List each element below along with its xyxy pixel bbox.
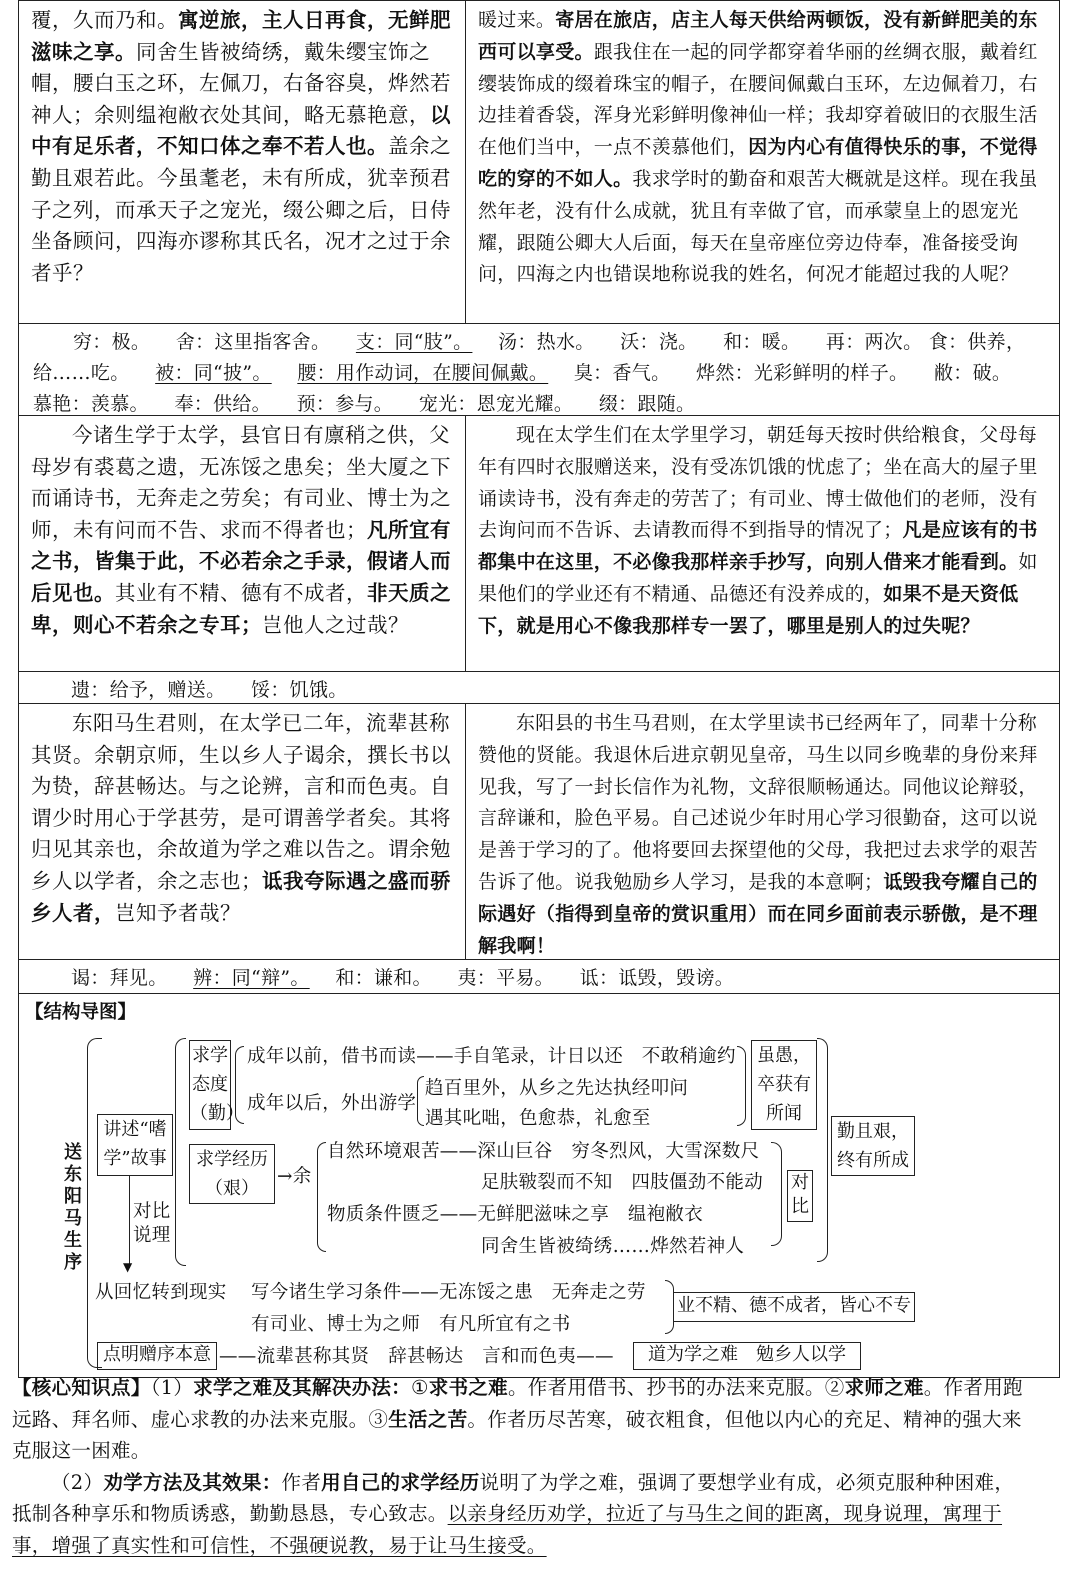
note: 辨：同“辩”。 <box>193 967 310 989</box>
modern-translation-2 <box>466 416 1058 671</box>
key-sentence: 以中有足乐者，不知口体之奉不若人也。 <box>31 102 451 159</box>
result-box: 勤且艰，终有所成 <box>831 1116 915 1176</box>
note: 馁：饥饿。 <box>251 679 348 701</box>
note: 和：暖。 <box>723 331 801 353</box>
key-sentence: 寄居在旅店，店主人每天供给两顿饭，没有新鲜肥美的东西可以享受。 <box>478 9 1038 63</box>
note: 宠光：恩宠光耀。 <box>418 393 574 415</box>
note: 汤：热水。 <box>498 331 595 353</box>
text: （1） <box>150 1376 194 1399</box>
key-sentence: 寓逆旅，主人日再食，无鲜肥滋味之享。 <box>31 8 451 64</box>
key-phrase: 生活之苦 <box>388 1407 468 1431</box>
core-knowledge <box>0 1372 1042 1561</box>
core-paragraph-2 <box>12 1467 1032 1562</box>
text: 。作者历尽苦寒，破衣粗食，但他以内心的充足、精神的强大来克服这一困难。 <box>12 1407 1022 1462</box>
text: 暖过来。 <box>478 9 556 31</box>
section-1 <box>19 0 1059 323</box>
key-phrase: 用自己的求学经历 <box>321 1470 480 1494</box>
map-node: 有司业、博士为之师 有凡所宜有之书 <box>251 1314 571 1335</box>
map-node: 趋百里外，从乡之先达执经叩问 <box>425 1078 689 1099</box>
key-sentence: 诋我夸际遇之盛而骄乡人者， <box>31 868 451 925</box>
attitude-box: 求学态度（勤） <box>189 1040 231 1130</box>
text: ① <box>410 1376 429 1399</box>
text: 。作者用借书、抄书的办法来克服。② <box>507 1376 845 1399</box>
key-sentence: 凡所宜有之书，皆集于此，不必若余之手录，假诸人而后见也。 <box>31 517 451 605</box>
note: 沃：浇。 <box>620 331 698 353</box>
key-sentence: 诋毁我夸耀自己的际遇好（指得到皇帝的赏识重用）而在同乡面前表示骄傲，是不理解我啊！ <box>478 870 1038 957</box>
note: 慕艳：羡慕。 <box>33 393 149 415</box>
key-phrase: 求书之难 <box>428 1376 508 1399</box>
text: 东阳县的书生马君则，在太学里读书已经两年了，同辈十分称赞他的贤能。我退休后进京朝见皇帝，马生以同乡晚辈的身份来拜见我，写了一封长信作为礼物，文辞很顺畅通达。同他议论辩驳，言辞谦和，脸色平易。自己述说少年时用心学习很勤奋，这可以说是善于学习的了。他将要回去探望他的父母，我把过去求学的艰苦告诉了他。说我勉励乡人学习，是我的本意啊； <box>478 712 1038 893</box>
small-brace <box>417 1076 424 1126</box>
attitude-brace <box>235 1046 244 1124</box>
key-sentence: 如果不是天资低下，就是用心不像我那样专一罢了，哪里是别人的过失呢？ <box>478 582 1019 637</box>
modern-translation-1 <box>466 1 1058 323</box>
note: 臭：香气。 <box>573 362 671 384</box>
text: 东阳马生君则，在太学已二年，流辈甚称其贤。余朝京师，生以乡人子谒余，撰长书以为贽，辞甚畅达。与之论辨，言和而色夷。自谓少时用心于学甚劳，是可谓善学者矣。其将归见其亲也，余故道为学之难以告之。谓余勉乡人以学者，余之志也； <box>31 711 451 893</box>
text: 岂他人之过哉？ <box>262 612 409 637</box>
notes-3 <box>19 959 1059 993</box>
map-node: 写今诸生学习条件——无冻馁之患 无奔走之劳 <box>251 1282 646 1303</box>
outer-brace <box>87 1038 102 1368</box>
text: 其业有不精、德有不成者， <box>115 580 367 605</box>
note: 预：参与。 <box>296 393 394 415</box>
note: 舍：这里指客舍。 <box>175 331 331 353</box>
text: 盖余之勤且艰若此。今虽耄老，未有所成，犹幸预君子之列，而承天子之宠光，缀公卿之后，日侍坐备顾问，四海亦谬称其氏名，况才之过于余者乎？ <box>31 134 451 285</box>
map-node: ——流辈甚称其贤 辞甚畅达 言和而色夷—— <box>219 1346 614 1367</box>
contrast-box: 对比 <box>787 1170 813 1222</box>
story-box: 讲述“嗜学”故事 <box>97 1114 173 1176</box>
notes-2 <box>19 671 1059 703</box>
key-sentence: 非天质之卑，则心不若余之专耳； <box>31 580 451 637</box>
map-title: 【结构导图】 <box>25 1002 137 1023</box>
note: 奉：供给。 <box>174 393 271 415</box>
purpose-box: 道为学之难 勉乡人以学 <box>633 1342 861 1370</box>
result-box: 虽愚，卒获有所闻 <box>751 1040 817 1130</box>
text: 如果他们的学业还有不精通、品德还有没养成的， <box>478 551 1038 605</box>
text: 说明了为学之难，强调了要想学业有成，必须克服种种困难，抵制各种享乐和物质诱惑，勤勤恳恳，专心致志。 <box>12 1470 1015 1525</box>
text: 我求学时的勤奋和艰苦大概就是这样。现在我虽然年老，没有什么成就，犹且有幸做了官，而承蒙皇上的恩宠光耀，跟随公卿大人后面，每天在皇帝座位旁边侍奉，准备接受询问，四海之内也错误地称说我的姓名，何况才能超过我的人呢？ <box>478 167 1038 286</box>
exp-brace <box>317 1142 326 1252</box>
underlined-text: 以亲身经历劝学，拉近了与马生之间的距离，现身说理，寓理于事，增强了真实性和可信性，不强硬说教，易于让马生接受。 <box>12 1502 1003 1557</box>
key-phrase: 劝学方法及其效果： <box>103 1470 282 1494</box>
right-brace <box>771 1142 782 1246</box>
notes-1 <box>19 323 1059 415</box>
text: 作者 <box>281 1470 322 1494</box>
map-node: →余 <box>277 1166 312 1187</box>
section-3 <box>19 703 1059 959</box>
note: 支：同“肢”。 <box>355 331 473 353</box>
classical-text-1 <box>19 1 466 323</box>
map-node: 从回忆转到现实 <box>95 1282 227 1303</box>
map-node: 足肤皲裂而不知 四肢僵劲不能动 <box>481 1172 764 1193</box>
key-sentence: 凡是应该有的书都集中在这里，不必像我那样亲手抄写，向别人借来才能看到。 <box>478 519 1038 574</box>
experience-box: 求学经历（艰） <box>189 1144 275 1204</box>
right-brace <box>817 1038 828 1262</box>
note: 敝：破。 <box>933 362 1012 384</box>
core-paragraph-1 <box>12 1372 1032 1467</box>
note: 谒：拜见。 <box>71 967 168 989</box>
map-root: 送东阳马生序 <box>64 1142 82 1273</box>
translation-table <box>18 0 1060 1378</box>
purpose-box: 点明赠序本意 <box>97 1342 217 1370</box>
note: 食：供养，给……吃。 <box>33 331 1026 384</box>
classical-text-2 <box>19 416 466 671</box>
map-node: 物质条件匮乏——无鲜肥滋味之享 缊袍敝衣 <box>327 1204 704 1225</box>
map-node: 同舍生皆被绮绣……烨然若神人 <box>481 1236 745 1257</box>
arrow-head: ▼ <box>123 1260 133 1274</box>
text: 岂知予者哉？ <box>115 900 241 925</box>
note: 夷：平易。 <box>457 967 554 989</box>
key-phrase: 求学之难及其解决办法： <box>193 1376 411 1399</box>
note: 腰：用作动词，在腰间佩戴。 <box>297 362 549 384</box>
story-brace <box>175 1038 186 1266</box>
map-node: 对比说理 <box>133 1201 171 1246</box>
note: 和：谦和。 <box>335 967 432 989</box>
note: 再：两次。 <box>825 331 923 353</box>
text: （2） <box>51 1470 104 1494</box>
text: 。作者用跑远路、拜名师、虚心求教的办法来克服。③ <box>12 1376 1023 1431</box>
structure-map <box>19 993 1059 1377</box>
map-node: 自然环境艰苦——深山巨谷 穷冬烈风，大雪深数尺 <box>327 1141 760 1162</box>
text: 今诸生学于太学，县官日有廪稍之供，父母岁有裘葛之遗，无冻馁之患矣；坐大厦之下而诵诗书，无奔走之劳矣；有司业、博士为之师，未有问而不告、求而不得者也； <box>31 423 451 542</box>
key-phrase: 求师之难 <box>844 1376 924 1399</box>
map-node: 遇其叱咄，色愈恭，礼愈至 <box>425 1108 651 1129</box>
map-node: 成年以后，外出游学 <box>247 1093 417 1114</box>
text: 覆，久而乃和。 <box>31 8 178 32</box>
arrow-line <box>129 1176 130 1268</box>
text: 跟我住在一起的同学都穿着华丽的丝绸衣服，戴着红缨装饰成的缀着珠宝的帽子，在腰间佩戴白玉环，左边佩着刀，右边挂着香袋，浑身光彩鲜明像神仙一样；我却穿着破旧的衣服生活在他们当中，一点不羡慕他们， <box>478 40 1038 159</box>
text: 现在太学生们在太学里学习，朝廷每天按时供给粮食，父母每年有四时衣服赠送来，没有受冻饥饿的忧虑了；坐在高大的屋子里诵读诗书，没有奔走的劳苦了；有司业、博士做他们的老师，没有去询问而不告诉、去请教而得不到指导的情况了； <box>478 424 1038 542</box>
page <box>18 0 1060 1378</box>
note: 被：同“披”。 <box>155 362 272 384</box>
modern-translation-3 <box>466 704 1058 959</box>
right-brace <box>737 1046 746 1126</box>
note: 诋：诋毁，毁谤。 <box>579 967 735 989</box>
note: 烨然：光彩鲜明的样子。 <box>696 362 909 384</box>
core-title: 【核心知识点】 <box>12 1376 151 1399</box>
classical-text-3 <box>19 704 466 959</box>
section-2 <box>19 415 1059 671</box>
key-sentence: 因为内心有值得快乐的事，不觉得吃的穿的不如人。 <box>478 136 1038 190</box>
conclusion-box: 业不精、德不成者，皆心不专 <box>673 1292 915 1322</box>
note: 穷：极。 <box>73 331 151 353</box>
text: 同舍生皆被绮绣，戴朱缨宝饰之帽，腰白玉之环，左佩刀，右备容臭，烨然若神人；余则缊袍敝衣处其间，略无慕艳意， <box>31 39 451 127</box>
note: 遗：给予，赠送。 <box>71 679 226 701</box>
note: 缀：跟随。 <box>598 393 696 415</box>
map-node: 成年以前，借书而读——手自笔录，计日以还 不敢稍逾约 <box>247 1046 736 1067</box>
